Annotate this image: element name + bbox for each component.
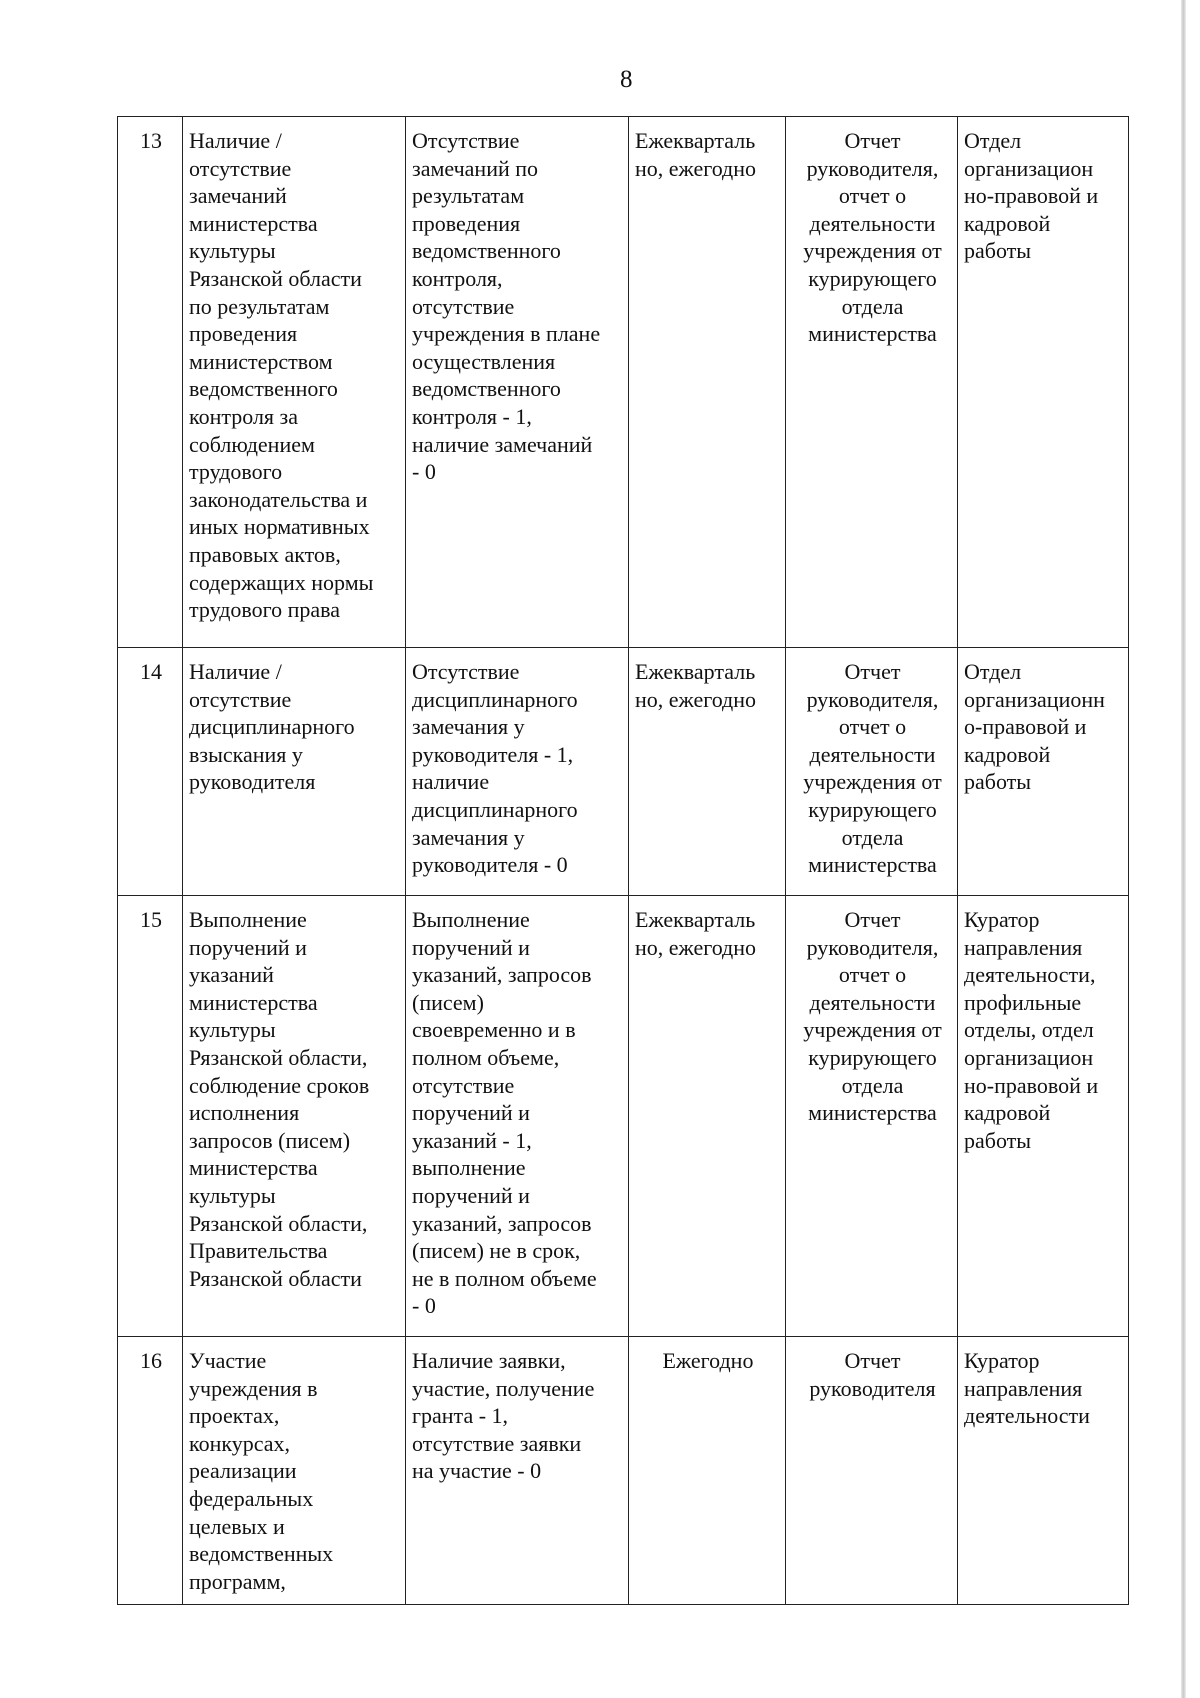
cell-text-line: проектах,: [189, 1403, 280, 1429]
cell-text-line: контроля за: [189, 403, 298, 429]
cell-text-line: но-правовой и: [964, 183, 1099, 209]
frequency-cell: [629, 117, 786, 648]
cell-text-line: иных нормативных: [189, 514, 370, 540]
cell-text-line: курирующего: [808, 1044, 937, 1070]
cell-text-line: деятельности: [964, 1403, 1090, 1429]
cell-text-line: кадровой: [964, 741, 1051, 767]
cell-text-line: но, ежегодно: [635, 686, 757, 712]
cell-text-line: проведения: [412, 210, 521, 236]
cell-text-line: курирующего: [808, 796, 937, 822]
criteria-cell: [406, 1337, 629, 1605]
cell-text-line: соблюдением: [189, 431, 315, 457]
cell-text-line: деятельности: [809, 741, 936, 767]
cell-text-line: министерством: [189, 348, 333, 374]
cell-text-line: Ежегодно: [662, 1348, 754, 1373]
criteria-cell: [406, 648, 629, 896]
cell-text-line: Рязанской области,: [189, 1210, 368, 1236]
cell-text-line: реализации: [189, 1458, 297, 1484]
cell-text-line: замечания у: [412, 714, 525, 740]
cell-text-line: министерства: [808, 852, 937, 878]
page-number: 8: [620, 66, 633, 93]
cell-text-line: но-правовой и: [964, 1072, 1099, 1098]
cell-text-line: работы: [964, 238, 1032, 264]
cell-text-line: организационн: [964, 686, 1105, 712]
cell-text-line: замечания у: [412, 824, 525, 850]
report-cell: [786, 117, 958, 648]
cell-text-line: (писем) не в срок,: [412, 1238, 581, 1264]
cell-text-line: поручений и: [189, 934, 307, 960]
cell-text-line: Куратор: [964, 1348, 1040, 1373]
indicator-cell: [183, 648, 406, 896]
cell-text-line: отсутствие: [412, 1072, 515, 1098]
cell-text-line: министерства: [808, 1100, 937, 1126]
cell-text-line: своевременно и в: [412, 1017, 576, 1043]
cell-text-line: дисциплинарного: [189, 714, 355, 740]
cell-text-line: Отчет: [844, 128, 901, 153]
cell-text-line: отделы, отдел: [964, 1017, 1094, 1043]
cell-text-line: культуры: [189, 238, 276, 264]
cell-text-line: федеральных: [189, 1485, 314, 1511]
cell-text-line: министерства: [808, 321, 937, 347]
cell-text-line: профильные: [964, 989, 1082, 1015]
cell-text-line: содержащих нормы: [189, 569, 374, 595]
frequency-cell: [629, 896, 786, 1337]
cell-text-line: министерства: [189, 210, 318, 236]
table-row: [118, 117, 1129, 648]
cell-text-line: наличие замечаний: [412, 431, 593, 457]
cell-text-line: Отчет: [844, 659, 901, 684]
cell-text-line: соблюдение сроков: [189, 1072, 370, 1098]
report-cell: [786, 1337, 958, 1605]
criteria-cell: [406, 896, 629, 1337]
cell-text-line: дисциплинарного: [412, 686, 578, 712]
scan-edge-shadow: [1181, 0, 1186, 1698]
cell-text-line: Отчет: [844, 907, 901, 932]
indicator-cell: [183, 1337, 406, 1605]
cell-text-line: отсутствие: [412, 293, 515, 319]
cell-text-line: Ежекварталь: [635, 907, 756, 932]
cell-text-line: правовых актов,: [189, 541, 341, 567]
cell-text-line: руководителя - 0: [412, 852, 568, 878]
cell-text-line: по результатам: [189, 293, 330, 319]
cell-text-line: деятельности,: [964, 962, 1096, 988]
cell-text-line: руководителя,: [806, 934, 939, 960]
cell-text-line: законодательства и: [189, 486, 368, 512]
cell-text-line: Участие: [189, 1348, 267, 1373]
cell-text-line: Отсутствие: [412, 128, 520, 153]
frequency-cell: [629, 648, 786, 896]
cell-text-line: результатам: [412, 183, 525, 209]
criteria-table-body: [118, 117, 1129, 1605]
cell-text-line: ведомственного: [189, 376, 338, 402]
cell-text-line: руководителя,: [806, 155, 939, 181]
frequency-cell: [629, 1337, 786, 1605]
row-number: 13: [140, 128, 162, 153]
row-number-cell: [118, 117, 183, 648]
report-cell: [786, 648, 958, 896]
cell-text-line: осуществления: [412, 348, 556, 374]
cell-text-line: - 0: [412, 1293, 436, 1319]
cell-text-line: курирующего: [808, 265, 937, 291]
cell-text-line: запросов (писем): [189, 1127, 351, 1153]
cell-text-line: наличие: [412, 769, 490, 795]
cell-text-line: исполнения: [189, 1100, 300, 1126]
cell-text-line: трудового права: [189, 597, 341, 623]
row-number: 16: [140, 1348, 162, 1373]
cell-text-line: направления: [964, 934, 1083, 960]
report-cell: [786, 896, 958, 1337]
cell-text-line: о-правовой и: [964, 714, 1087, 740]
cell-text-line: руководителя: [189, 769, 316, 795]
cell-text-line: деятельности: [809, 989, 936, 1015]
cell-text-line: на участие - 0: [412, 1458, 542, 1484]
cell-text-line: учреждения от: [803, 1017, 942, 1043]
cell-text-line: отсутствие: [189, 155, 292, 181]
cell-text-line: Отчет: [844, 1348, 901, 1373]
row-number-cell: [118, 1337, 183, 1605]
cell-text-line: Наличие заявки,: [412, 1348, 566, 1373]
cell-text-line: учреждения от: [803, 238, 942, 264]
cell-text-line: кадровой: [964, 210, 1051, 236]
cell-text-line: отсутствие заявки: [412, 1430, 582, 1456]
cell-text-line: культуры: [189, 1182, 276, 1208]
cell-text-line: министерства: [189, 989, 318, 1015]
cell-text-line: гранта - 1,: [412, 1403, 509, 1429]
cell-text-line: культуры: [189, 1017, 276, 1043]
cell-text-line: деятельности: [809, 210, 936, 236]
cell-text-line: Правительства: [189, 1238, 328, 1264]
cell-text-line: Рязанской области: [189, 265, 362, 291]
row-number: 15: [140, 907, 162, 932]
cell-text-line: руководителя - 1,: [412, 741, 574, 767]
cell-text-line: отдела: [841, 824, 904, 850]
cell-text-line: отсутствие: [189, 686, 292, 712]
cell-text-line: указаний, запросов: [412, 1210, 592, 1236]
cell-text-line: - 0: [412, 459, 436, 485]
cell-text-line: Выполнение: [189, 907, 307, 932]
cell-text-line: указаний - 1,: [412, 1127, 532, 1153]
cell-text-line: ведомственного: [412, 238, 561, 264]
cell-text-line: ведомственных: [189, 1541, 334, 1567]
cell-text-line: работы: [964, 769, 1032, 795]
cell-text-line: Наличие /: [189, 128, 282, 153]
cell-text-line: отчет о: [838, 962, 907, 988]
cell-text-line: дисциплинарного: [412, 796, 578, 822]
cell-text-line: Ежекварталь: [635, 128, 756, 153]
cell-text-line: но, ежегодно: [635, 155, 757, 181]
cell-text-line: (писем): [412, 989, 484, 1015]
cell-text-line: контроля,: [412, 265, 503, 291]
cell-text-line: руководителя,: [806, 686, 939, 712]
cell-text-line: отдела: [841, 1072, 904, 1098]
cell-text-line: учреждения от: [803, 769, 942, 795]
cell-text-line: поручений и: [412, 1182, 530, 1208]
cell-text-line: целевых и: [189, 1513, 285, 1539]
cell-text-line: Рязанской области,: [189, 1044, 368, 1070]
cell-text-line: программ,: [189, 1568, 286, 1594]
cell-text-line: замечаний по: [412, 155, 539, 181]
cell-text-line: контроля - 1,: [412, 403, 532, 429]
cell-text-line: ведомственного: [412, 376, 561, 402]
cell-text-line: Отдел: [964, 659, 1022, 684]
row-number-cell: [118, 896, 183, 1337]
cell-text-line: трудового: [189, 459, 283, 485]
indicator-cell: [183, 117, 406, 648]
cell-text-line: Отсутствие: [412, 659, 520, 684]
cell-text-line: отчет о: [838, 714, 907, 740]
criteria-cell: [406, 117, 629, 648]
table-row: [118, 896, 1129, 1337]
criteria-table: [117, 116, 1129, 1605]
cell-text-line: Наличие /: [189, 659, 282, 684]
cell-text-line: организацион: [964, 155, 1094, 181]
cell-text-line: учреждения в плане: [412, 321, 601, 347]
cell-text-line: указаний, запросов: [412, 962, 592, 988]
responsible-cell: [958, 117, 1129, 648]
cell-text-line: поручений и: [412, 1100, 530, 1126]
cell-text-line: проведения: [189, 321, 298, 347]
cell-text-line: учреждения в: [189, 1375, 318, 1401]
cell-text-line: замечаний: [189, 183, 287, 209]
cell-text-line: руководителя: [809, 1375, 936, 1401]
cell-text-line: конкурсах,: [189, 1430, 291, 1456]
cell-text-line: указаний: [189, 962, 274, 988]
cell-text-line: Отдел: [964, 128, 1022, 153]
table-row: [118, 1337, 1129, 1605]
cell-text-line: поручений и: [412, 934, 530, 960]
cell-text-line: Ежекварталь: [635, 659, 756, 684]
table-row: [118, 648, 1129, 896]
cell-text-line: направления: [964, 1375, 1083, 1401]
cell-text-line: министерства: [189, 1155, 318, 1181]
responsible-cell: [958, 1337, 1129, 1605]
cell-text-line: кадровой: [964, 1100, 1051, 1126]
cell-text-line: не в полном объеме: [412, 1265, 597, 1291]
cell-text-line: выполнение: [412, 1155, 526, 1181]
responsible-cell: [958, 648, 1129, 896]
cell-text-line: Выполнение: [412, 907, 530, 932]
cell-text-line: взыскания у: [189, 741, 303, 767]
indicator-cell: [183, 896, 406, 1337]
row-number-cell: [118, 648, 183, 896]
row-number: 14: [140, 659, 162, 684]
cell-text-line: полном объеме,: [412, 1044, 560, 1070]
cell-text-line: отчет о: [838, 183, 907, 209]
responsible-cell: [958, 896, 1129, 1337]
cell-text-line: работы: [964, 1127, 1032, 1153]
cell-text-line: но, ежегодно: [635, 934, 757, 960]
cell-text-line: Рязанской области: [189, 1265, 362, 1291]
cell-text-line: участие, получение: [412, 1375, 595, 1401]
cell-text-line: Куратор: [964, 907, 1040, 932]
cell-text-line: отдела: [841, 293, 904, 319]
cell-text-line: организацион: [964, 1044, 1094, 1070]
